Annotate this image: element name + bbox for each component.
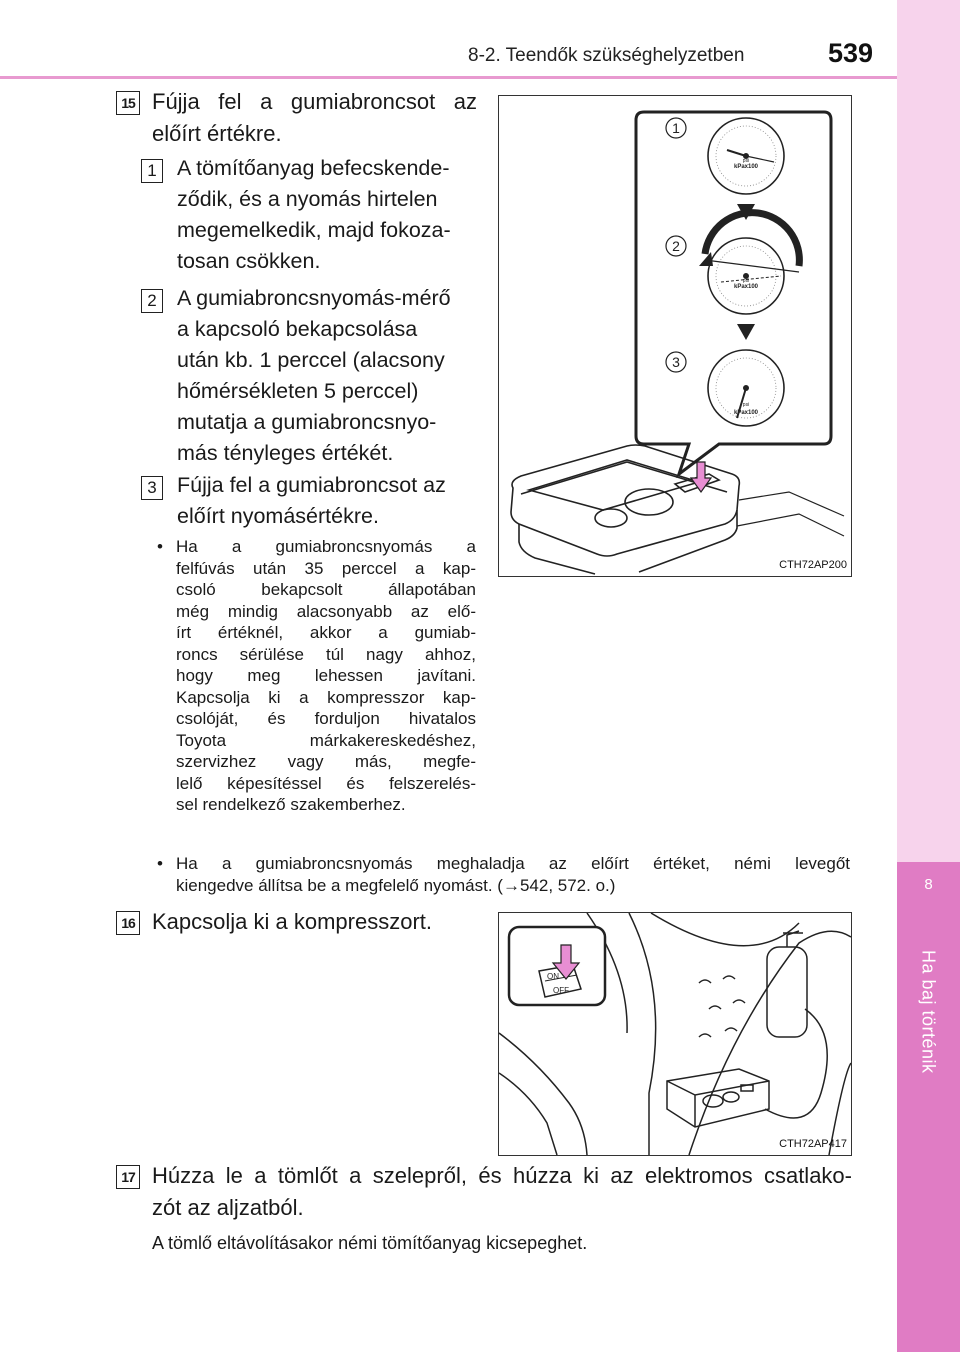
- substep-2-badge: 2: [141, 289, 163, 313]
- step-17-note: A tömlő eltávolításakor némi tömítőanyag kicsepeghet.: [152, 1233, 588, 1253]
- figure-code: CTH72AP200: [779, 559, 847, 571]
- bullet-note-overpressure: Ha a gumiabroncsnyomás meghaladja az előírt értéket, némi levegőt kiengedve állítsa be a megfelelő nyomást. (→542, 572. o.): [176, 854, 850, 895]
- step-16-badge: 16: [116, 911, 140, 935]
- svg-text:2: 2: [672, 238, 680, 254]
- substep-3-badge: 3: [141, 476, 163, 500]
- svg-text:kPax100: kPax100: [733, 410, 759, 416]
- svg-text:kPax100: kPax100: [733, 284, 759, 290]
- svg-text:ON: ON: [547, 972, 559, 981]
- svg-text:3: 3: [672, 354, 680, 370]
- substep-3-text: Fújja fel a gumiabroncsot az előírt nyomásértékre.: [177, 473, 446, 528]
- bullet-mark: •: [157, 854, 163, 873]
- svg-text:psi: psi: [742, 158, 750, 164]
- step-15-text: Fújja fel a gumiabroncsot az előírt értékre.: [152, 89, 477, 146]
- substep-2-text: A gumiabroncsnyomás-mérő a kapcsoló bekapcsolása után kb. 1 perccel (alacsony hőmérsékleten 5 perccel) mutatja a gumiabroncsnyo- más tényleges értékét.: [177, 286, 451, 465]
- step-16-text: Kapcsolja ki a kompresszort.: [152, 909, 432, 934]
- bullet-note-repair: Ha a gumiabroncsnyomás a felfúvás után 35 perccel a kap- csoló bekapcsolt állapotában még mindig alacsonyabb az elő- írt értéknél, akkor a gumiab- roncs sérülése túl nagy ahhoz, hogy meg lehessen javítani. Kapcsolja ki a kompresszor kap- csolóját, és forduljon hivatalos Toyota márkakereskedéshez, szervizhez vagy más, megfe- lelő képesítéssel és felszerelés- sel rendelkező szakemberhez.: [176, 537, 476, 814]
- svg-text:1: 1: [672, 120, 680, 136]
- gauge-illustration: [499, 96, 851, 576]
- chapter-title: Ha baj történik: [918, 950, 939, 1074]
- header-divider: [0, 76, 897, 79]
- substep-1-badge: 1: [141, 159, 163, 183]
- gauge-icon: [699, 213, 799, 314]
- bullet-mark: •: [157, 537, 163, 556]
- svg-text:psi: psi: [742, 402, 750, 408]
- figure-compressor-off: [498, 912, 852, 1156]
- step-15-badge: 15: [116, 91, 140, 115]
- substep-1-text: A tömítőanyag befecskende- ződik, és a nyomás hirtelen megemelkedik, majd fokoza- tosan csökken.: [177, 156, 451, 273]
- figure-gauge-readings: [498, 95, 852, 577]
- svg-text:kPax100: kPax100: [733, 164, 759, 170]
- section-title: 8-2. Teendők szükséghelyzetben: [468, 45, 745, 66]
- step-17-text: Húzza le a tömlőt a szelepről, és húzza ki az elektromos csatlako- zót az aljzatból.: [152, 1163, 852, 1220]
- svg-text:OFF: OFF: [553, 986, 569, 995]
- compressor-illustration: [499, 913, 851, 1155]
- page-number: 539: [828, 38, 874, 68]
- step-17-badge: 17: [116, 1165, 140, 1189]
- gauge-icon: [708, 118, 784, 194]
- chapter-number: 8: [924, 876, 933, 893]
- svg-text:psi: psi: [742, 278, 750, 284]
- figure-code: CTH72AP417: [779, 1138, 847, 1150]
